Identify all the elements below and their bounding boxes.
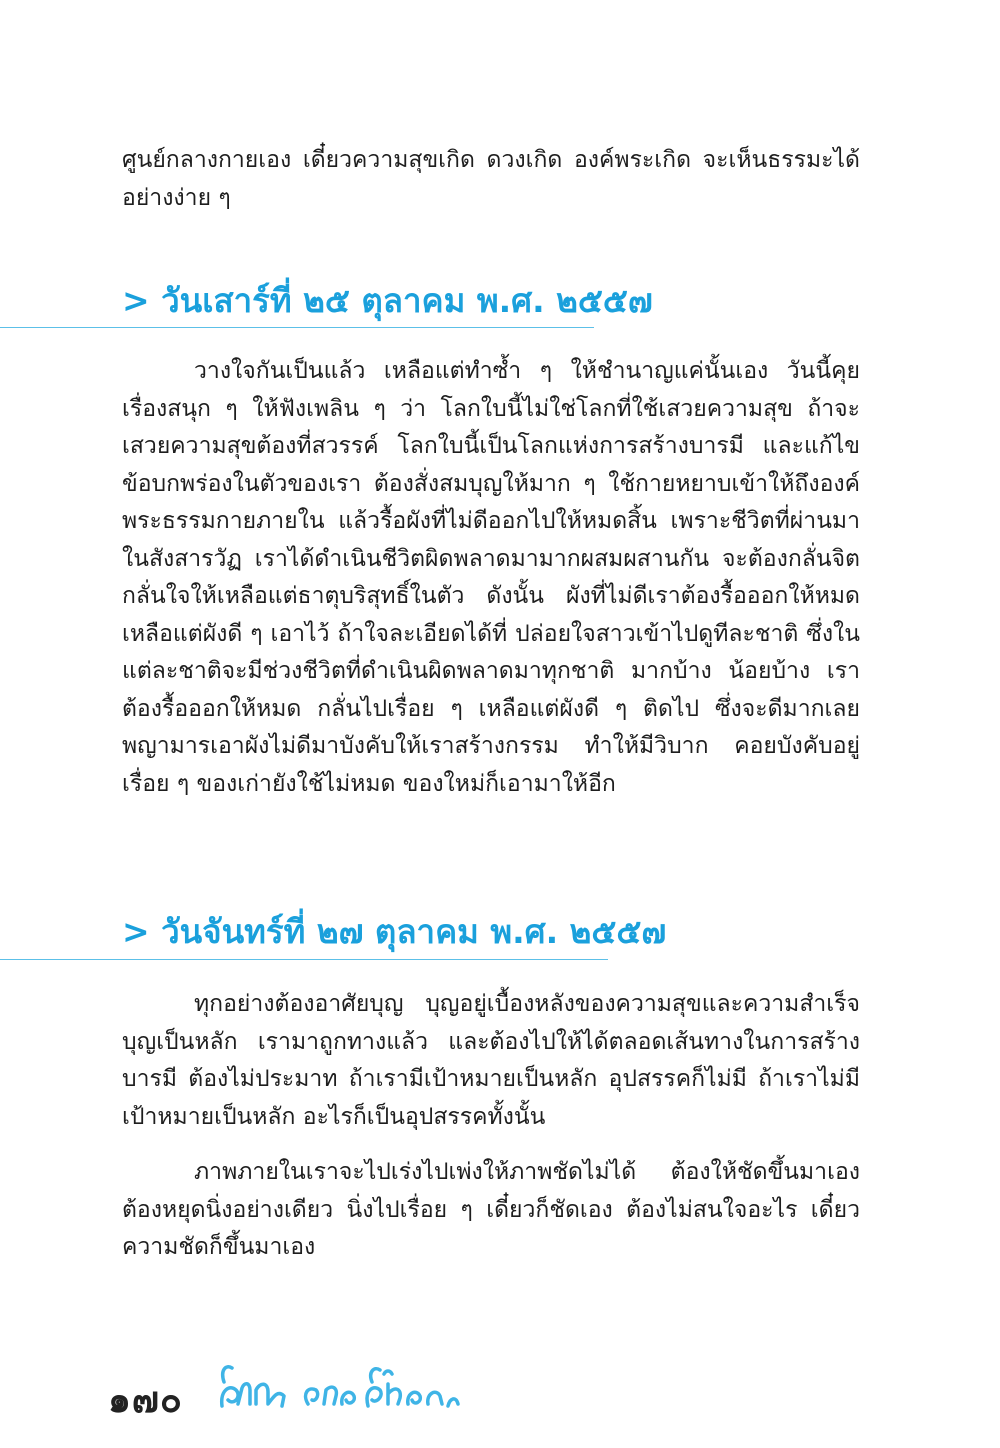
heading-underline: [0, 327, 594, 328]
page-number: ๑๗๐: [108, 1380, 183, 1421]
logo-text: ง่ายมากง่ายมาก: [216, 1360, 223, 1361]
section-heading-monday: > วันจันทร์ที่ ๒๗ ตุลาคม พ.ศ. ๒๕๕๗: [122, 912, 667, 951]
paragraph-body: วางใจกันเป็นแล้ว เหลือแต่ทำซ้ำ ๆ ให้ชำนาญแค่นั้นเอง วันนี้คุยเรื่องสนุก ๆ ให้ฟังเพลิน ๆ ว่า โลกใบนี้ไม่ใช่โลกที่ใช้เสวยความสุข ถ้าจะเสวยความสุขต้องที่สวรรค์ โลกใบนี้เป็นโลกแห่งการสร้างบารมี และแก้ไขข้อบกพร่องในตัวของเรา ต้องสั่งสมบุญให้มาก ๆ ใช้กายหยาบเข้าให้ถึงองค์พระธรรมกายภายใน แล้วรื้อผังที่ไม่ดีออกไปให้หมดสิ้น เพราะชีวิตที่ผ่านมาในสังสารวัฏ เราได้ดำเนินชีวิตผิดพลาดมามากผสมผสานกัน จะต้องกลั่นจิตกลั่นใจให้เหลือแต่ธาตุบริสุทธิ์ในตัว ดังนั้น ผังที่ไม่ดีเราต้องรื้อออกให้หมด เหลือแต่ผังดี ๆ เอาไว้ ถ้าใจละเอียดได้ที่ ปล่อยใจสาวเข้าไปดูทีละชาติ ซึ่งในแต่ละชาติจะมีช่วงชีวิตที่ดำเนินผิดพลาดมาทุกชาติ มากบ้าง น้อยบ้าง เราต้องรื้อออกให้หมด กลั่นไปเรื่อย ๆ เหลือแต่ผังดี ๆ ติดไป ซึ่งจะดีมากเลย พญามารเอาผังไม่ดีมาบังคับให้เราสร้างกรรม ทำให้มีวิบาก คอยบังคับอยู่เรื่อย ๆ ของเก่ายังใช้ไม่หมด ของใหม่ก็เอามาให้อีก: [122, 358, 860, 797]
paragraph-body: ทุกอย่างต้องอาศัยบุญ บุญอยู่เบื้องหลังของความสุขและความสำเร็จ บุญเป็นหลัก เรามาถูกทางแล้ว และต้องไปให้ได้ตลอดเส้นทางในการสร้างบารมี ต้องไม่ประมาท ถ้าเรามีเป้าหมายเป็นหลัก อุปสรรคก็ไม่มี ถ้าเราไม่มีเป้าหมายเป็นหลัก อะไรก็เป็นอุปสรรคทั้งนั้น: [122, 991, 860, 1130]
paragraph-body: ภาพภายในเราจะไปเร่งไปเพ่งให้ภาพชัดไม่ได้ ต้องให้ชัดขึ้นมาเอง ต้องหยุดนิ่งอย่างเดียว นิ่งไปเรื่อย ๆ เดี๋ยวก็ชัดเอง ต้องไม่สนใจอะไร เดี๋ยวความชัดก็ขึ้นมาเอง: [122, 1159, 860, 1260]
paragraph-continuation: ศูนย์กลางกายเอง เดี๋ยวความสุขเกิด ดวงเกิด องค์พระเกิด จะเห็นธรรมะได้อย่างง่าย ๆ: [122, 147, 860, 211]
book-title-logo: [216, 1360, 466, 1420]
section-heading-saturday: > วันเสาร์ที่ ๒๕ ตุลาคม พ.ศ. ๒๕๕๗: [122, 281, 653, 320]
heading-underline: [0, 959, 608, 960]
